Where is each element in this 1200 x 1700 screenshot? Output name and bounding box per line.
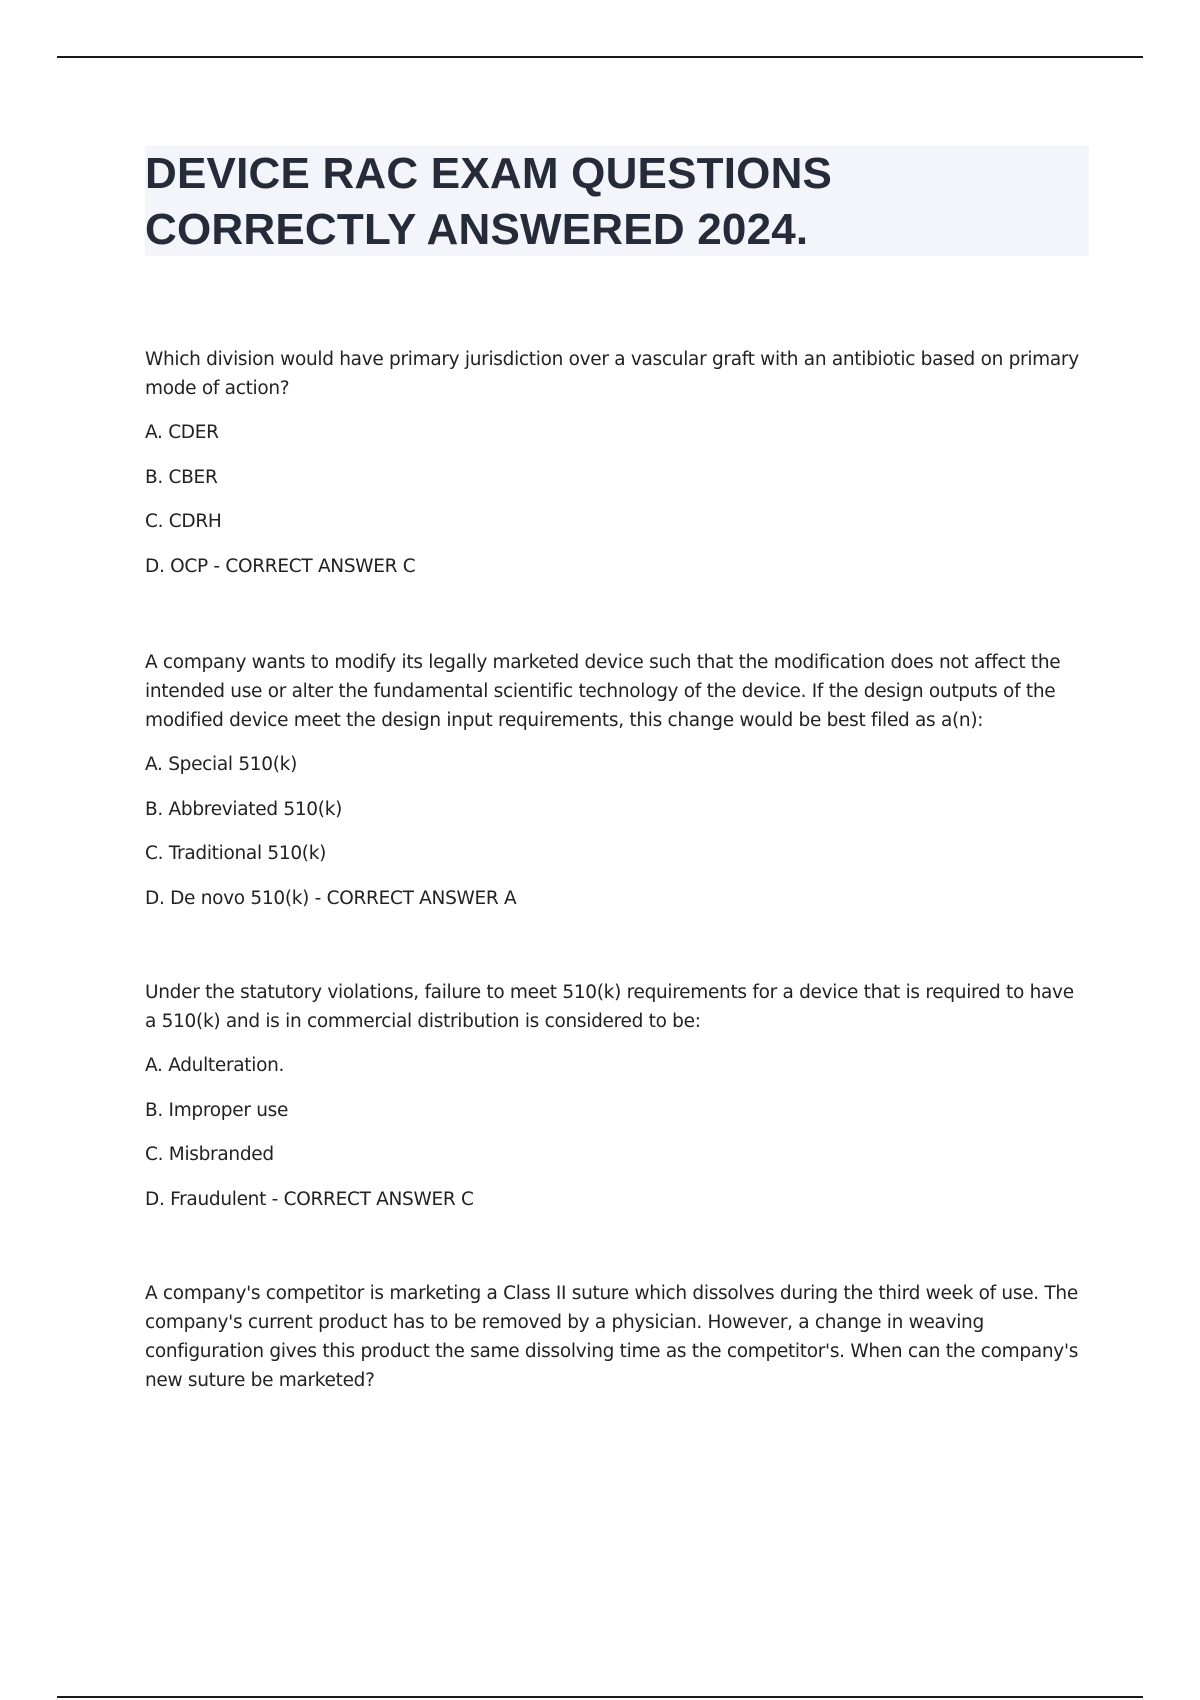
question-1 (145, 345, 1090, 581)
answer-option: B. Abbreviated 510(k) (145, 799, 343, 820)
question-3 (145, 978, 1090, 1214)
answer-option: C. CDRH (145, 511, 222, 532)
question-4 (145, 1279, 1090, 1395)
answer-option-correct: D. De novo 510(k) - CORRECT ANSWER A (145, 888, 517, 909)
answer-option: B. Improper use (145, 1100, 289, 1121)
document-title: DEVICE RAC EXAM QUESTIONS CORRECTLY ANSWERED 2024. (145, 149, 833, 254)
top-rule (57, 56, 1143, 58)
question-stem: A company wants to modify its legally marketed device such that the modification does not affect the intended use or alter the fundamental scientific technology of the device. If the design outputs of the modified device meet the design input requirements, this change would be best filed as a(n): (145, 652, 1061, 731)
question-stem: Which division would have primary jurisdiction over a vascular graft with an antibiotic based on primary mode of action? (145, 349, 1079, 399)
answer-option-correct: D. Fraudulent - CORRECT ANSWER C (145, 1189, 474, 1210)
question-stem: A company's competitor is marketing a Class II suture which dissolves during the third week of use. The company's current product has to be removed by a physician. However, a change in weaving configuration gives this product the same dissolving time as the competitor's. When can the company's new suture be marketed? (145, 1283, 1079, 1391)
question-stem: Under the statutory violations, failure to meet 510(k) requirements for a device that is required to have a 510(k) and is in commercial distribution is considered to be: (145, 982, 1074, 1032)
answer-option: C. Misbranded (145, 1144, 274, 1165)
answer-option-correct: D. OCP - CORRECT ANSWER C (145, 556, 416, 577)
title-block (145, 146, 1089, 256)
answer-option: C. Traditional 510(k) (145, 843, 327, 864)
bottom-rule (57, 1696, 1143, 1698)
question-2 (145, 648, 1090, 913)
answer-option: A. CDER (145, 422, 219, 443)
answer-option: A. Adulteration. (145, 1055, 285, 1076)
answer-option: A. Special 510(k) (145, 754, 297, 775)
answer-option: B. CBER (145, 467, 218, 488)
